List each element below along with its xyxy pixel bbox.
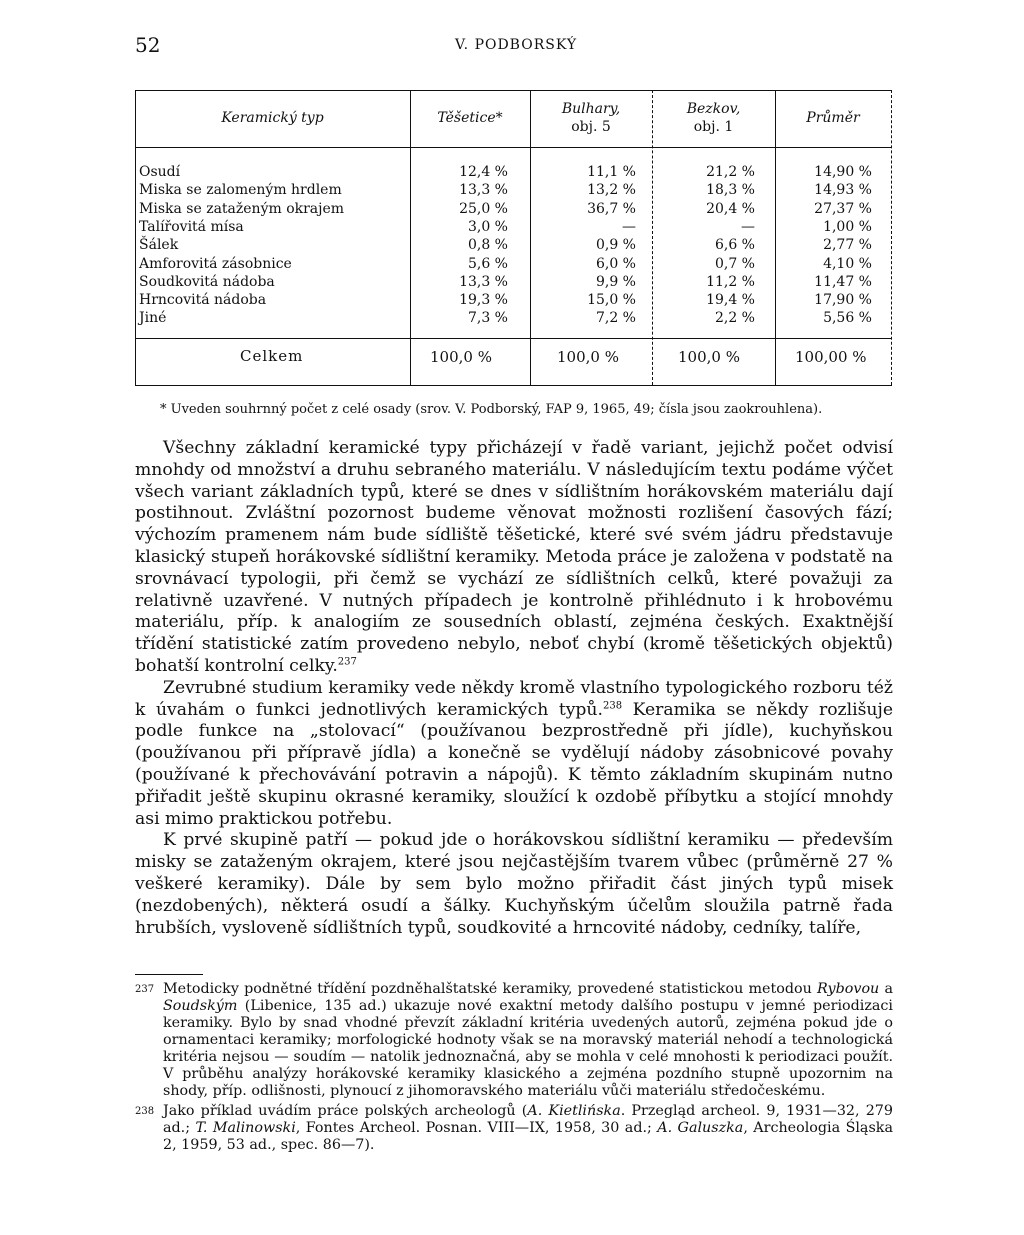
footnote-author: A. Galuszka	[657, 1120, 744, 1136]
table-vline	[891, 90, 892, 385]
header-bulhary	[530, 100, 652, 136]
table-cell: 7,3 %	[467, 310, 508, 327]
paragraph-text: Všechny základní keramické typy přicházejí v řadě variant, jejichž počet odvisí mnohdy od množství a druhu sebraného materiálu. V následujícím textu podáme výčet všech variant základních typů, které se dnes v sídlištním horákovském materiálu dají postihnout. Zvláštní pozornost budeme věnovat možnosti rozlišení časových fází; výchozím pramenem nám bude sídliště těšetické, které své svém jádru představuje klasický stupeň horákovské sídlištní keramiky. Metoda práce je založena v podstatě na srovnávací typologii, při čemž se vychází ze sídlištních celků, které považuji za relativně uzavřené. V nutných případech je kontrolně přihlédnuto i k hrobovému materiálu, příp. k analogiím ze sousedních oblastí, zejména českých. Exaktnější třídění statistické zatím provedeno nebylo, neboť chybí (kromě těšetických objektů) bohatší kontrolní celky.	[135, 438, 893, 676]
table-cell: 27,37 %	[814, 200, 872, 217]
table-cell: 12,4 %	[459, 164, 508, 180]
footnote-238	[135, 1103, 893, 1154]
footnote-text: , Fontes Archeol. Posnan. VIII—IX, 1958, 30 ad.;	[295, 1120, 658, 1136]
header-tesetice: Těšetice*	[437, 110, 503, 126]
footnote-text: (Libenice, 135 ad.) ukazuje nové exaktní metody dalšího postupu v jemné periodizaci keramiky. Bylo by snad vhodné převzít základní kritéria uvedených autorů, zejména pokud jde o ornamentaci keramiky; morfologické hodnoty však se na moravský materiál nehodí a technologická kritéria nejsou — soudím — natolik jednoznačná, aby se mohla v celé mnohosti k periodizaci použít. V průběhu analýzy horákovské keramiky klasického a zejména pozdního stupně upozornim na shody, příp. odlišnosti, plynoucí z jihomoravského materiálu vůči materiálu středočeskému.	[163, 998, 893, 1099]
footnote-author: Soudským	[163, 998, 238, 1014]
table-cell: 14,93 %	[814, 182, 872, 199]
table-cell: 2,77 %	[823, 237, 872, 254]
table-footnote: * Uveden souhrnný počet z celé osady (srov. V. Podborský, FAP 9, 1965, 49; čísla jsou zaokrouhlena).	[160, 402, 823, 417]
table-cell: 11,1 %	[587, 164, 636, 180]
paragraph	[135, 678, 893, 831]
table-cell: 13,3 %	[459, 273, 508, 290]
table-vline	[775, 90, 776, 385]
table-cell: 1,00 %	[823, 218, 872, 235]
table-cell: 14,90 %	[814, 164, 872, 180]
table-vline	[135, 90, 136, 385]
table-cell: —	[741, 218, 755, 235]
table-cell: 0,8 %	[467, 237, 508, 254]
body-text	[135, 438, 893, 939]
table-cell: 3,0 %	[467, 218, 508, 235]
header-type: Keramický typ	[221, 110, 324, 126]
table-rule-top	[135, 90, 892, 91]
table-cell: 19,4 %	[706, 292, 755, 309]
table-cell: 13,2 %	[587, 182, 636, 199]
row-label: Hrncovitá nádoba	[139, 292, 267, 309]
table-cell: 0,9 %	[595, 237, 636, 254]
table-cell: 18,3 %	[706, 182, 755, 199]
table-cell: 4,10 %	[823, 255, 872, 272]
table-rule-header	[135, 147, 892, 148]
table-rule-total	[135, 338, 892, 339]
data-table	[135, 90, 892, 385]
footnote-author: Rybovou	[817, 981, 880, 997]
footnote-ref: 238	[602, 699, 623, 711]
footnote-ref: 237	[337, 656, 357, 668]
table-cell: 21,2 %	[706, 164, 755, 180]
table-cell: 13,3 %	[459, 182, 508, 199]
paragraph-text: K prvé skupině patří — pokud jde o horákovskou sídlištní keramiku — především misky se zataženým okrajem, které jsou nejčastějším tvarem vůbec (průměrně 27 % veškeré keramiky). Dále by sem bylo možno přiřadit část jiných typů misek (nezdobených), některá osudí a šálky. Kuchyňským účelům sloužila patrně řada hrubších, vysloveně sídlištních typů, soudkovité a hrncovité nádoby, cedníky, talíře,	[135, 830, 893, 938]
footnote-author: A. Kietlińska	[527, 1103, 621, 1119]
table-cell: 6,6 %	[714, 237, 755, 254]
table-cell: 6,0 %	[595, 255, 636, 272]
footnote-text: Jako příklad uvádím práce polských archeologů (	[163, 1103, 528, 1119]
table-cell: 15,0 %	[587, 292, 636, 309]
header-bezkov-obj: obj. 1	[693, 119, 734, 135]
row-label: Soudkovitá nádoba	[139, 273, 275, 290]
footnote-text: . Przegląd archeol. 9, 1931—32, 279 ad.;	[163, 1103, 893, 1136]
row-label: Talířovitá mísa	[139, 218, 244, 235]
table-cell: 5,6 %	[467, 255, 508, 272]
table-vline	[410, 90, 411, 385]
row-label: Amforovitá zásobnice	[139, 255, 292, 272]
header-bezkov-name: Bezkov,	[686, 101, 741, 117]
total-cell: 100,0 %	[557, 348, 619, 366]
table-cell: 0,7 %	[714, 255, 755, 272]
table-cell: 17,90 %	[814, 292, 872, 309]
paragraph-text: Keramika se někdy rozlišuje podle funkce na „stolovací“ (používanou bezprostředně při jídle), kuchyňskou (používanou při přípravě jídla) a konečně se vydělují nádoby zásobnicové povahy (používané k přechovávání potravin a nápojů). K těmto základním skupinám nutno přiřadit ještě skupinu okrasné keramiky, sloužící k ozdobě příbytku a stojící mnohdy asi mimo praktickou potřebu.	[135, 699, 893, 829]
total-cell: 100,0 %	[678, 348, 740, 366]
page-number: 52	[135, 33, 161, 57]
header-bezkov	[652, 100, 775, 136]
row-label: Miska se zalomeným hrdlem	[139, 182, 342, 199]
footnote-text: , Archeologia Śląska 2, 1959, 53 ad., spec. 86—7).	[163, 1120, 893, 1153]
row-label: Miska se zataženým okrajem	[139, 200, 345, 217]
table-cell: 7,2 %	[595, 310, 636, 327]
table-cell: 36,7 %	[587, 200, 636, 217]
table-cell: 9,9 %	[595, 273, 636, 290]
table-cell: 5,56 %	[823, 310, 872, 327]
running-head: V. PODBORSKÝ	[455, 37, 578, 53]
table-cell: 11,47 %	[814, 273, 872, 290]
row-label: Jiné	[139, 310, 167, 327]
table-cell: 2,2 %	[714, 310, 755, 327]
footnote-rule	[135, 974, 203, 975]
header-prumer: Průměr	[806, 110, 860, 126]
paragraph	[135, 830, 893, 939]
row-label: Šálek	[139, 237, 179, 254]
footnote-text: Metodicky podnětné třídění pozdněhalštatské keramiky, provedené statistickou metodou	[163, 981, 818, 997]
total-label: Celkem	[240, 347, 304, 365]
row-label: Osudí	[139, 164, 181, 180]
table-cell: 19,3 %	[459, 292, 508, 309]
footnote-237	[135, 981, 893, 1100]
header-bulhary-obj: obj. 5	[571, 119, 611, 135]
header-bulhary-name: Bulhary,	[561, 101, 621, 117]
footnotes	[135, 981, 893, 1157]
paragraph-text: Zevrubné studium keramiky vede někdy kromě vlastního typologického rozboru též k úvahám o funkci jednotlivých keramických typů.	[135, 677, 893, 720]
paragraph	[135, 438, 893, 678]
footnote-number: 237	[135, 984, 155, 995]
total-cell: 100,00 %	[795, 348, 867, 366]
total-cell: 100,0 %	[430, 348, 492, 366]
footnote-author: T. Malinowski	[195, 1120, 296, 1136]
footnote-text: a	[879, 981, 893, 997]
table-cell: 20,4 %	[706, 200, 755, 217]
footnote-number: 238	[135, 1106, 155, 1117]
table-cell: 25,0 %	[459, 200, 508, 217]
table-rule-bottom	[135, 385, 892, 386]
table-cell: —	[622, 218, 636, 235]
table-cell: 11,2 %	[706, 273, 755, 290]
